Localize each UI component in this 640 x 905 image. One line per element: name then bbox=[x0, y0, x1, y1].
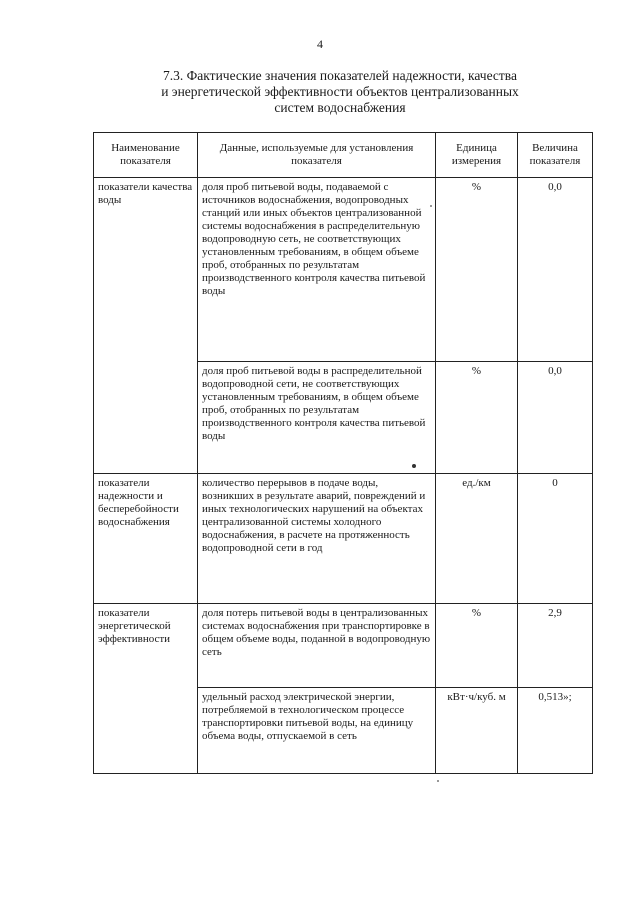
row-description: доля потерь питьевой воды в централизованных системах водоснабжения при транспортировке в общем объеме воды, поданной в водопроводную сеть bbox=[198, 604, 436, 688]
header-data: Данные, используемые для установления показателя bbox=[198, 133, 436, 178]
table-row bbox=[94, 604, 593, 688]
scan-speck bbox=[437, 780, 439, 782]
group-name-quality: показатели качества воды bbox=[94, 178, 198, 474]
table-row bbox=[94, 474, 593, 604]
table-header-row bbox=[94, 133, 593, 178]
row-value: 0 bbox=[518, 474, 593, 604]
row-unit: % bbox=[436, 178, 518, 362]
scan-speck bbox=[430, 205, 432, 207]
row-description: доля проб питьевой воды, подаваемой с источников водоснабжения, водопроводных станций или иных объектов централизованной системы водоснабжения в распределительную водопроводную сеть, не соответствующих установленным требованиям, в общем объеме проб, отобранных по результатам производственного контроля качества питьевой воды bbox=[198, 178, 436, 362]
table-row bbox=[94, 178, 593, 362]
row-unit: % bbox=[436, 604, 518, 688]
row-unit: % bbox=[436, 362, 518, 474]
title-line-3: систем водоснабжения bbox=[274, 100, 406, 115]
group-name-energy: показатели энергетической эффективности bbox=[94, 604, 198, 774]
row-description: удельный расход электрической энергии, потребляемой в технологическом процессе транспортировки питьевой воды, на единицу объема воды, отпускаемой в сеть bbox=[198, 688, 436, 774]
header-name: Наименование показателя bbox=[94, 133, 198, 178]
section-title bbox=[120, 68, 560, 116]
header-unit: Единица измерения bbox=[436, 133, 518, 178]
title-line-1: 7.3. Фактические значения показателей надежности, качества bbox=[163, 68, 517, 83]
row-value: 2,9 bbox=[518, 604, 593, 688]
row-value: 0,0 bbox=[518, 362, 593, 474]
header-value: Величина показателя bbox=[518, 133, 593, 178]
page-number: 4 bbox=[317, 37, 323, 51]
indicators-table bbox=[93, 132, 593, 774]
row-description: количество перерывов в подаче воды, возникших в результате аварий, повреждений и иных технологических нарушений на объектах централизованной системы холодного водоснабжения, в расчете на протяженность водопроводной сети в год bbox=[198, 474, 436, 604]
row-unit: кВт·ч/куб. м bbox=[436, 688, 518, 774]
row-value: 0,0 bbox=[518, 178, 593, 362]
scan-mark bbox=[412, 464, 416, 468]
row-description: доля проб питьевой воды в распределительной водопроводной сети, не соответствующих установленным требованиям, в общем объеме проб, отобранных по результатам производственного контроля качества питьевой воды bbox=[198, 362, 436, 474]
title-line-2: и энергетической эффективности объектов централизованных bbox=[161, 84, 519, 99]
row-value: 0,513»; bbox=[518, 688, 593, 774]
group-name-reliability: показатели надежности и бесперебойности водоснабжения bbox=[94, 474, 198, 604]
row-unit: ед./км bbox=[436, 474, 518, 604]
